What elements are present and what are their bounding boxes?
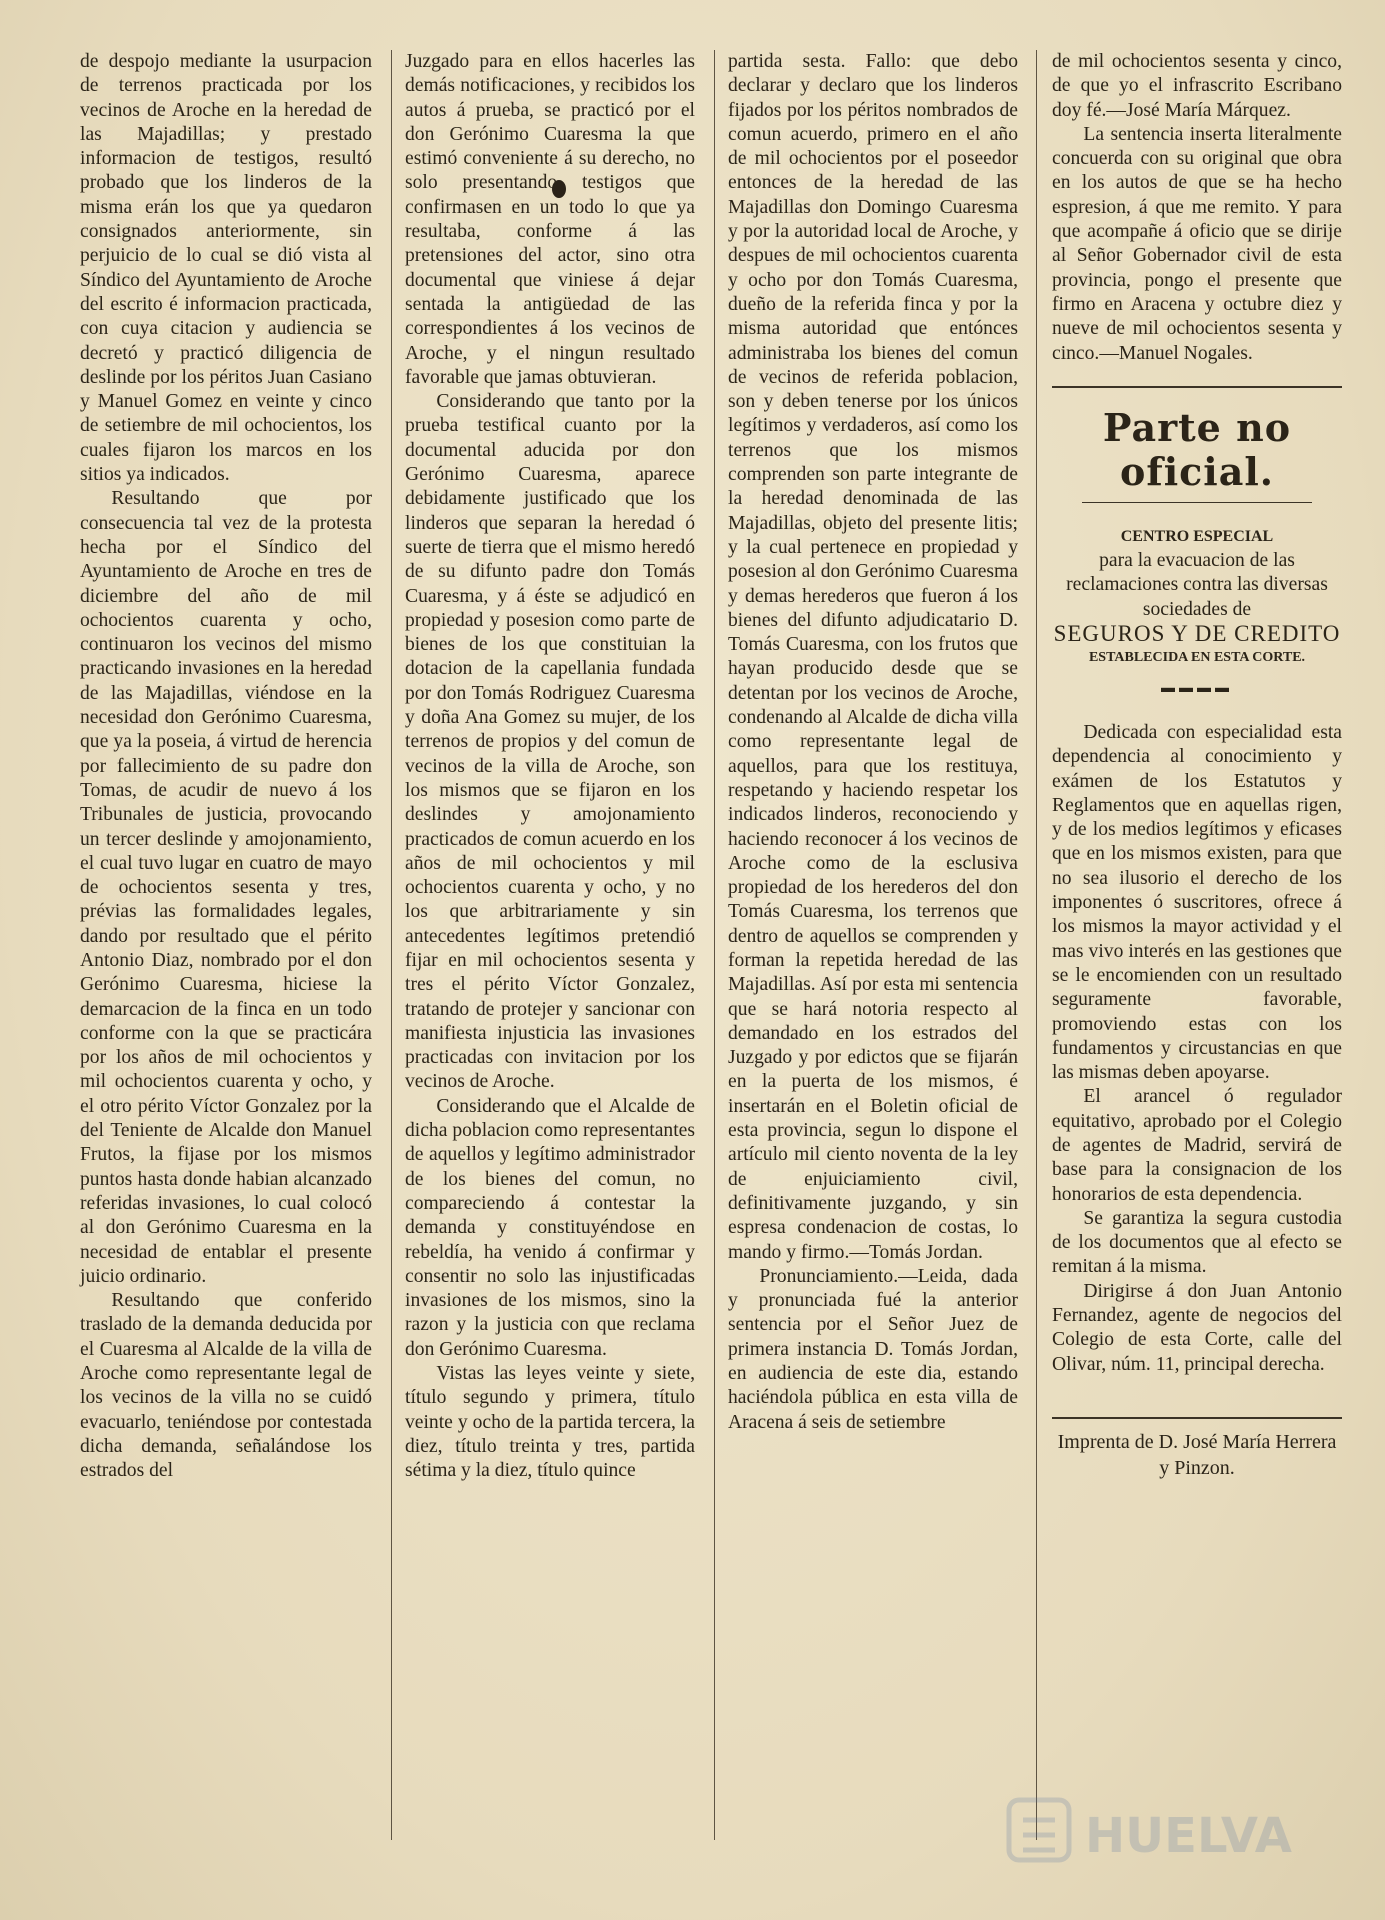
notice-subtitle: para la evacuacion de las reclamaciones contra las diversas sociedades de	[1066, 550, 1328, 620]
paragraph: Resultando que por consecuencia tal vez de la protesta hecha por el Síndico del Ayuntamiento de Aroche en tres de diciembre del año de mil ochocientos cuarenta y ocho, continuaron los vecinos del mismo practicando invasiones en la heredad de las Majadillas, viéndose en la necesidad don Gerónimo Cuaresma, que ya la poseia, á virtud de herencia por fallecimiento de su padre don Tomas, de acudir de nuevo á los Tribunales de justicia, provocando un tercer deslinde y amojonamiento, el cual tuvo lugar en cuatro de mayo de ochocientos sesenta y tres, prévias las formalidades legales, dando por resultado que el périto Antonio Diaz, nombrado por el don Gerónimo Cuaresma, hiciese la demarcacion de la finca en un todo conforme con la que se practicára por los años de mil ochocientos y mil ochocientos cuarenta y ocho, y el otro périto Víctor Gonzalez por la del Teniente de Alcalde don Manuel Frutos, la fijase por los mismos puntos hasta donde habian alcanzado referidas invasiones, lo cual colocó al don Gerónimo Cuaresma en la necesidad de entablar el presente juicio ordinario.	[80, 488, 372, 1287]
column-3	[728, 50, 1018, 1435]
column-divider	[1036, 50, 1037, 1840]
notice-company: SEGUROS Y DE CREDITO	[1053, 621, 1341, 647]
paragraph: Juzgado para en ellos hacerles las demás notificaciones, y recibidos los autos á prueba, se practicó por el don Gerónimo Cuaresma la que estimó conveniente á su derecho, no solo presentando testigos que confirmasen en un todo lo que ya resultaba, conforme á las pretensiones del actor, sino otra documental que viniese á dejar sentada la antigüedad de las correspondientes á los vecinos de Aroche, y el ningun resultado favorable que jamas obtuvieran.	[405, 51, 695, 388]
column-divider	[391, 50, 392, 1840]
paragraph: de despojo mediante la usurpacion de terrenos practicada por los vecinos de Aroche en la heredad de las Majadillas; y prestado informacion de testigos, resultó probado que los linderos de la misma erán los que ya quedaron consignados anteriormente, sin perjuicio de lo cual se dió vista al Síndico del Ayuntamiento de Aroche del escrito é informacion practicada, con cuya citacion y audiencia se decretó y practicó diligencia de deslinde por los péritos Juan Casiano y Manuel Gomez en veinte y cinco de setiembre de mil ochocientos, los cuales fijaron los marcos en los sitios ya indicados.	[80, 51, 372, 486]
paragraph: de mil ochocientos sesenta y cinco, de que yo el infrascrito Escribano doy fé.—José María Márquez.	[1052, 51, 1342, 121]
column-4	[1052, 50, 1342, 1481]
section-rule	[1052, 386, 1342, 388]
ornament-divider: ▬▬▬▬	[1161, 680, 1233, 696]
paragraph: Resultando que conferido traslado de la demanda deducida por el Cuaresma al Alcalde de la villa de Aroche como representante legal de los vecinos de la villa no se cuidó evacuarlo, teniéndose por contestada dicha demanda, señalándose los estrados del	[80, 1290, 372, 1482]
heading-rule	[1082, 502, 1312, 503]
paragraph: Pronunciamiento.—Leida, dada y pronunciada fué la anterior sentencia por el Señor Juez de primera instancia D. Tomás Jordan, en audiencia de este dia, estando haciéndola pública en esta villa de Aracena á seis de setiembre	[728, 1265, 1018, 1433]
column-2	[405, 50, 695, 1484]
paragraph: Dirigirse á don Juan Antonio Fernandez, agente de negocios del Colegio de esta Corte, calle del Olivar, núm. 11, principal derecha.	[1052, 1280, 1342, 1375]
archive-watermark-logo	[1005, 1790, 1305, 1870]
paragraph: El arancel ó regulador equitativo, aprobado por el Colegio de agentes de Madrid, servirá de base para la consignacion de los honorarios de esta dependencia.	[1052, 1086, 1342, 1205]
imprint-rule	[1052, 1417, 1342, 1419]
paragraph: Vistas las leyes veinte y siete, título segundo y primera, título veinte y ocho de la partida tercera, la diez, título treinta y tres, partida sétima y la diez, título quince	[405, 1363, 695, 1482]
paragraph: partida sesta. Fallo: que debo declarar y declaro que los linderos fijados por los péritos nombrados de comun acuerdo, primero en el año de mil ochocientos por el poseedor entonces de la heredad de las Majadillas don Domingo Cuaresma y por la autoridad local de Aroche, y despues de mil ochocientos cuarenta y ocho por don Tomás Cuaresma, dueño de la referida finca y por la misma autoridad que entónces administraba los bienes del comun de vecinos de referida poblacion, son y deben tenerse por los únicos legítimos y verdaderos, así como los terrenos que los mismos comprenden son parte integrante de la heredad denominada de las Majadillas, objeto del presente litis; y la cual pertenece en propiedad y posesion al don Gerónimo Cuaresma y demas herederos que fueron á los bienes del difunto adjudicatario D. Tomás Cuaresma, con los frutos que hayan producido desde que se detentan por los vecinos de Aroche, condenando al Alcalde de dicha villa como representante legal de aquellos, para que los restituya, respetando y haciendo respetar los indicados linderos, reconociendo y haciendo reconocer á los vecinos de Aroche como de la esclusiva propiedad de los herederos del don Tomás Cuaresma, los terrenos que dentro de aquellos se comprenden y forman la repetida heredad de las Majadillas. Así por esta mi sentencia que se hará notoria respecto al demandado en los estrados del Juzgado y por edictos que se fijarán en la puerta de los mismos, é insertarán en el Boletin oficial de esta provincia, segun lo dispone el artículo mil ciento noventa de la ley de enjuiciamiento civil, definitivamente juzgando, y sin espresa condenacion de costas, lo mando y firmo.—Tomás Jordan.	[728, 51, 1018, 1263]
notice-established: ESTABLECIDA EN ESTA CORTE.	[1088, 650, 1306, 666]
column-divider	[714, 50, 715, 1840]
imprint: Imprenta de D. José María Herrera y Pinzon.	[1057, 1430, 1337, 1479]
svg-text:HUELVA: HUELVA	[1085, 1808, 1292, 1864]
section-heading: Parte no oficial.	[1102, 404, 1292, 494]
paragraph: Considerando que tanto por la prueba testifical cuanto por la documental aducida por don Gerónimo Cuaresma, aparece debidamente justificado que los linderos que separan la heredad ó suerte de tierra que el mismo heredó de su difunto padre don Tomás Cuaresma, y á éste se adjudicó en propiedad y posesion como parte de bienes de los que constituian la dotacion de la capellania fundada por don Tomás Rodriguez Cuaresma y doña Ana Gomez su mujer, de los terrenos de propios y del comun de vecinos de la villa de Aroche, son los mismos que se fijaron en los deslindes y amojonamiento practicados de comun acuerdo en los años de mil ochocientos y mil ochocientos cuarenta y ocho, y no los que arbitrariamente y sin antecedentes legítimos pretendió fijar en mil ochocientos sesenta y tres el périto Víctor Gonzalez, tratando de protejer y sancionar con manifiesta injusticia las invasiones practicadas con invitacion por los vecinos de Aroche.	[405, 391, 695, 1093]
paragraph: Dedicada con especialidad esta dependencia al conocimiento y exámen de los Estatutos y Reglamentos que en aquellas rigen, y de los medios legítimos y eficases que en los mismos existen, para que no sea ilusorio el derecho de los imponentes ó suscritores, ofrece á los mismos la mayor actividad y el mas vivo interés en las gestiones que se le encomienden con un resultado seguramente favorable, promoviendo estas con los fundamentos y circustancias en que las mismas deben apoyarse.	[1052, 721, 1342, 1084]
column-1	[80, 50, 372, 1484]
paragraph: Se garantiza la segura custodia de los documentos que al efecto se remitan á la misma.	[1052, 1207, 1342, 1278]
paragraph: Considerando que el Alcalde de dicha poblacion como representantes de aquellos y legítimo administrador de los bienes del comun, no compareciendo á contestar la demanda y constituyéndose en rebeldía, ha venido á confirmar y consentir no solo las injustificadas invasiones de los mismos, sino la razon y la justicia con que reclama don Gerónimo Cuaresma.	[405, 1095, 695, 1360]
notice-title: CENTRO ESPECIAL	[1120, 527, 1274, 545]
paragraph: La sentencia inserta literalmente concuerda con su original que obra en los autos de que se ha hecho espresion, á que me remito. Y para que acompañe á oficio que se dirije al Señor Gobernador civil de esta provincia, pongo el presente que firmo en Aracena y octubre diez y nueve de mil ochocientos sesenta y cinco.—Manuel Nogales.	[1052, 123, 1342, 364]
